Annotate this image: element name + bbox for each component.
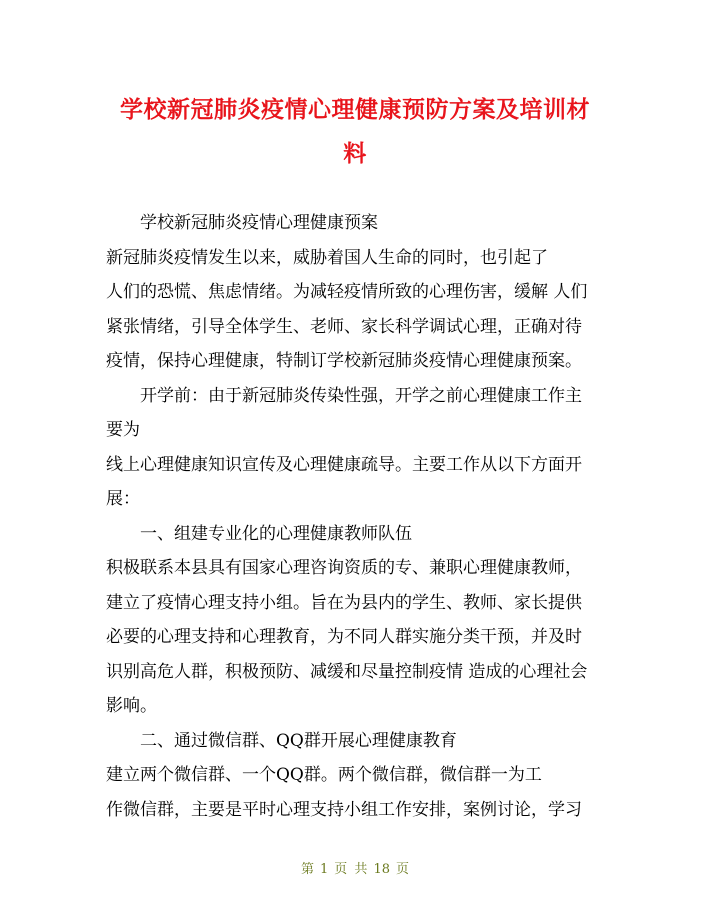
- paragraph-line: 开学前：由于新冠肺炎传染性强，开学之前心理健康工作主: [140, 385, 582, 406]
- title-line-2: 料: [343, 141, 367, 167]
- paragraph-line: 线上心理健康知识宣传及心理健康疏导。主要工作从以下方面开: [106, 454, 582, 475]
- paragraph-line: 新冠肺炎疫情发生以来，威胁着国人生命的同时，也引起了: [106, 247, 548, 268]
- paragraph-line: 展：: [106, 489, 140, 509]
- paragraph-line: 疫情，保持心理健康，特制订学校新冠肺炎疫情心理健康预案。: [106, 351, 582, 371]
- paragraph-line: 建立两个微信群、一个QQ群。两个微信群，微信群一为工: [106, 765, 542, 785]
- paragraph-line: 识别高危人群，积极预防、减缓和尽量控制疫情 造成的心理社会: [106, 661, 588, 682]
- paragraph-line: 紧张情绪，引导全体学生、老师、家长科学调试心理，正确对待: [106, 316, 582, 337]
- paragraph-line: 建立了疫情心理支持小组。旨在为县内的学生、教师、家长提供: [106, 592, 582, 613]
- page-number: 1: [320, 862, 329, 877]
- paragraph-line: 积极联系本县具有国家心理咨询资质的专、兼职心理健康教师，: [106, 558, 582, 578]
- section-heading: 学校新冠肺炎疫情心理健康预案: [140, 213, 378, 233]
- document-body: [106, 206, 626, 827]
- paragraph-line: 作微信群，主要是平时心理支持小组工作安排，案例讨论，学习: [106, 799, 582, 820]
- paragraph-line: 要为: [106, 420, 140, 440]
- section-heading: 二、通过微信群、QQ群开展心理健康教育: [140, 730, 457, 751]
- footer-middle: 页 共: [334, 862, 368, 877]
- page-footer: [0, 858, 710, 877]
- title-line-1: 学校新冠肺炎疫情心理健康预防方案及培训材: [120, 97, 590, 123]
- paragraph-line: 必要的心理支持和心理教育，为不同人群实施分类干预，并及时: [106, 627, 582, 647]
- document-title: [100, 88, 610, 176]
- section-heading: 一、组建专业化的心理健康教师队伍: [140, 523, 412, 544]
- footer-prefix: 第: [301, 862, 315, 877]
- paragraph-line: 人们的恐慌、焦虑情绪。为减轻疫情所致的心理伤害，缓解 人们: [106, 282, 588, 302]
- footer-suffix: 页: [395, 862, 409, 877]
- total-pages: 18: [373, 862, 390, 877]
- paragraph-line: 影响。: [106, 696, 157, 716]
